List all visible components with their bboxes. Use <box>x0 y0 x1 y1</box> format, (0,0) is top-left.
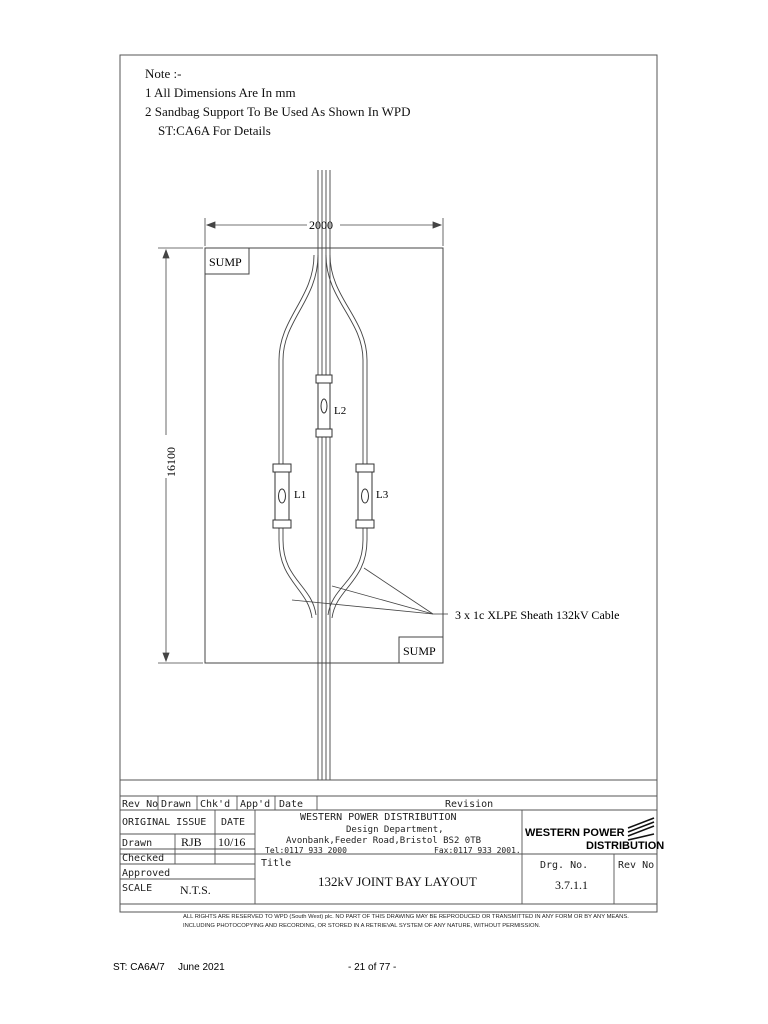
joint-bay-outline <box>205 248 443 663</box>
page-footer <box>0 962 768 982</box>
joint-l2-label: L2 <box>334 405 347 417</box>
cable-label: 3 x 1c XLPE Sheath 132kV Cable <box>455 608 620 622</box>
footer-page: - 21 of 77 - <box>348 962 397 973</box>
header-revision: Revision <box>445 799 494 810</box>
footer-date: June 2021 <box>178 962 225 973</box>
fax: Fax:0117 933 2001. <box>434 846 521 855</box>
joint-l2 <box>316 375 332 437</box>
department: Design Department, <box>346 825 444 835</box>
address: Avonbank,Feeder Road,Bristol BS2 0TB <box>286 836 482 846</box>
date-label: DATE <box>221 817 246 828</box>
checked-label: Checked <box>122 853 165 864</box>
drawn-by: RJB <box>181 835 202 849</box>
drawn-date: 10/16 <box>218 835 246 849</box>
joint-l3-label: L3 <box>376 489 389 501</box>
logo-line-2: DISTRIBUTION <box>586 840 665 852</box>
rev-no-label: Rev No <box>618 860 655 871</box>
wpd-logo <box>525 818 664 852</box>
approved-label: Approved <box>122 868 171 879</box>
sump-top-label: SUMP <box>209 255 242 269</box>
logo-line-1: WESTERN POWER <box>525 827 625 839</box>
length-dimension-label: 16100 <box>164 447 178 477</box>
header-drawn: Drawn <box>161 799 192 810</box>
drawing-frame <box>120 55 657 912</box>
header-chkd: Chk'd <box>200 799 231 810</box>
scale-value: N.T.S. <box>180 883 211 897</box>
header-appd: App'd <box>240 799 271 810</box>
scale-label: SCALE <box>122 883 153 894</box>
title-label: Title <box>261 858 292 869</box>
notes-heading: Note :- <box>145 66 182 81</box>
drawing-title: 132kV JOINT BAY LAYOUT <box>318 874 477 889</box>
width-dimension-label: 2000 <box>309 218 333 232</box>
telephone: Tel:0117 933 2000 <box>265 846 347 855</box>
footer-doc-ref: ST: CA6A/7 <box>113 962 165 973</box>
header-rev-no: Rev No <box>122 799 159 810</box>
note-line-1: 1 All Dimensions Are In mm <box>145 85 296 100</box>
drawn-label: Drawn <box>122 838 153 849</box>
joint-l1-label: L1 <box>294 489 307 501</box>
copyright-line-2: INCLUDING PHOTOCOPYING AND RECORDING, OR STORED IN A RETRIEVAL SYSTEM OF ANY NATURE, WITHOUT PERMISSION. <box>183 923 541 929</box>
company-name: WESTERN POWER DISTRIBUTION <box>300 812 457 823</box>
copyright-line-1: ALL RIGHTS ARE RESERVED TO WPD (South West) plc. NO PART OF THIS DRAWING MAY BE REPRODUCED OR TRANSMITTED IN ANY FORM OR BY ANY MEANS. <box>183 914 629 920</box>
sump-bottom-label: SUMP <box>403 644 436 658</box>
note-line-3: ST:CA6A For Details <box>158 123 271 138</box>
joint-l1 <box>273 464 291 528</box>
note-line-2: 2 Sandbag Support To Be Used As Shown In WPD <box>145 104 411 119</box>
original-issue-label: ORIGINAL ISSUE <box>122 817 207 828</box>
cable-lines <box>279 170 367 780</box>
cable-leader-lines <box>292 568 448 614</box>
drg-no-label: Drg. No. <box>540 860 589 871</box>
header-date: Date <box>279 799 304 810</box>
joint-l3 <box>356 464 374 528</box>
drawing-number: 3.7.1.1 <box>555 878 588 892</box>
